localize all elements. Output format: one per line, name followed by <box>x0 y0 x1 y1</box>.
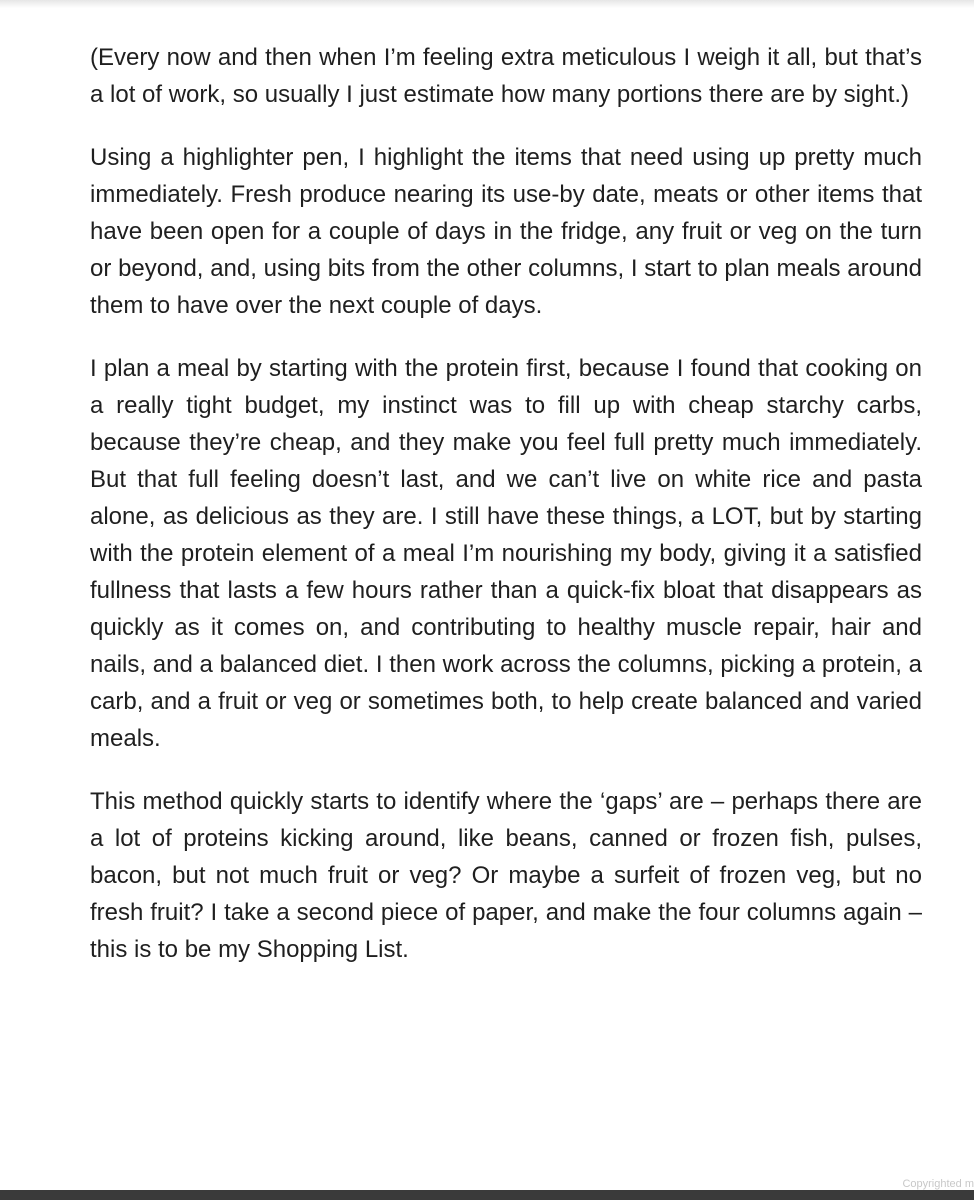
paragraph-4: This method quickly starts to identify where the ‘gaps’ are – perhaps there are a lot of proteins kicking around, like beans, canned or frozen fish, pulses, bacon, but not much fruit or veg? Or maybe a surfeit of frozen veg, but no fresh fruit? I take a second piece of paper, and make the four columns again – this is to be my Shopping List. <box>90 788 922 963</box>
body-text <box>90 39 922 994</box>
page-bottom-edge <box>0 1190 974 1200</box>
page-top-edge <box>0 0 974 8</box>
copyright-watermark: Copyrighted m <box>902 1178 974 1190</box>
paragraph-2: Using a highlighter pen, I highlight the items that need using up pretty much immediately. Fresh produce nearing its use-by date, meats or other items that have been open for a couple of days in the fridge, any fruit or veg on the turn or beyond, and, using bits from the other columns, I start to plan meals around them to have over the next couple of days. <box>90 144 922 319</box>
paragraph-1: (Every now and then when I’m feeling extra meticulous I weigh it all, but that’s a lot of work, so usually I just estimate how many portions there are by sight.) <box>90 44 922 108</box>
paragraph-3: I plan a meal by starting with the protein first, because I found that cooking on a really tight budget, my instinct was to fill up with cheap starchy carbs, because they’re cheap, and they make you feel full pretty much immediately. But that full feeling doesn’t last, and we can’t live on white rice and pasta alone, as delicious as they are. I still have these things, a LOT, but by starting with the protein element of a meal I’m nourishing my body, giving it a satisfied fullness that lasts a few hours rather than a quick-fix bloat that disappears as quickly as it comes on, and contributing to healthy muscle repair, hair and nails, and a balanced diet. I then work across the columns, picking a protein, a carb, and a fruit or veg or sometimes both, to help create balanced and varied meals. <box>90 355 922 752</box>
